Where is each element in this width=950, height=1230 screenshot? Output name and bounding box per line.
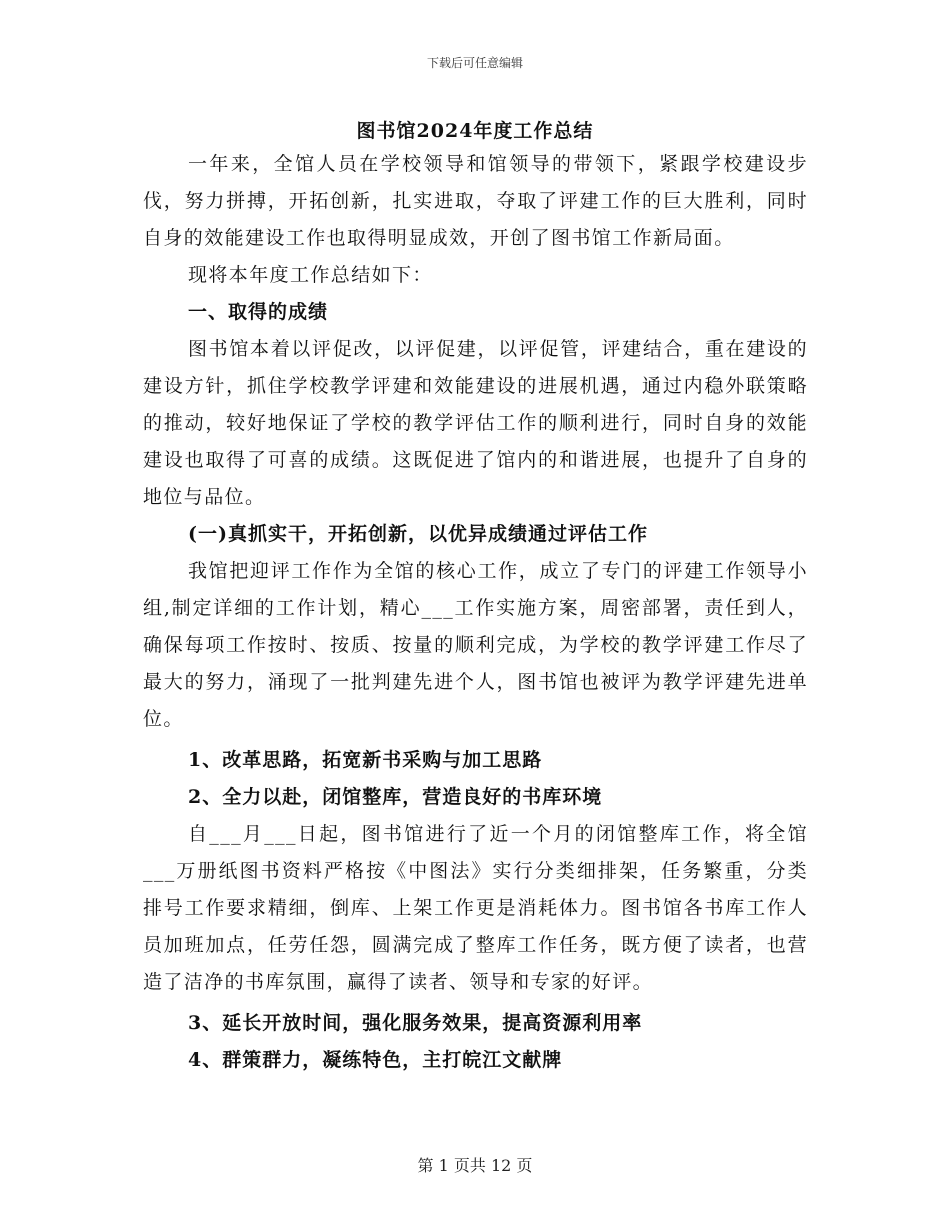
paragraph-evaluation: 我馆把迎评工作作为全馆的核心工作，成立了专门的评建工作领导小组,制定详细的工作计划，精心___工作实施方案，周密部署，责任到人，确保每项工作按时、按质、按量的顺利完成，为学校的教学评建工作尽了最大的努力，涌现了一批判建先进个人，图书馆也被评为教学评建先进单位。 [143,560,808,730]
paragraph-item-2: 自___月___日起，图书馆进行了近一个月的闭馆整库工作，将全馆___万册纸图书资料严格按《中图法》实行分类细排架，任务繁重，分类排号工作要求精细，倒库、上架工作更是消耗体力。图书馆各书库工作人员加班加点，任劳任怨，圆满完成了整库工作任务，既方便了读者，也营造了洁净的书库氛围，赢得了读者、领导和专家的好评。 [143,823,808,993]
paragraph-summary-lead: 现将本年度工作总结如下： [188,264,433,286]
heading-achievements: 一、取得的成绩 [188,301,329,323]
page-header: 下载后可任意编辑 [426,56,523,70]
heading-item-3: 3、延长开放时间，强化服务效果，提高资源利用率 [188,1012,643,1034]
heading-item-4: 4、群策群力，凝练特色，主打皖江文献牌 [188,1049,563,1071]
heading-item-1: 1、改革思路，拓宽新书采购与加工思路 [188,749,543,771]
document-body [143,146,808,1079]
heading-evaluation: (一)真抓实干，开拓创新，以优异成绩通过评估工作 [188,523,648,545]
paragraph-intro: 一年来，全馆人员在学校领导和馆领导的带领下，紧跟学校建设步伐，努力拼搏，开拓创新，扎实进取，夺取了评建工作的巨大胜利，同时自身的效能建设工作也取得明显成效，开创了图书馆工作新局面。 [143,153,808,249]
document-title: 图书馆2024年度工作总结 [356,120,594,142]
heading-item-2: 2、全力以赴，闭馆整库，营造良好的书库环境 [188,786,603,808]
paragraph-achievements: 图书馆本着以评促改，以评促建，以评促管，评建结合，重在建设的建设方针，抓住学校教学评建和效能建设的进展机遇，通过内稳外联策略的推动，较好地保证了学校的教学评估工作的顺利进行，同时自身的效能建设也取得了可喜的成绩。这既促进了馆内的和谐进展，也提升了自身的地位与品位。 [143,338,808,508]
page-footer: 第 1 页共 12 页 [417,1156,533,1175]
